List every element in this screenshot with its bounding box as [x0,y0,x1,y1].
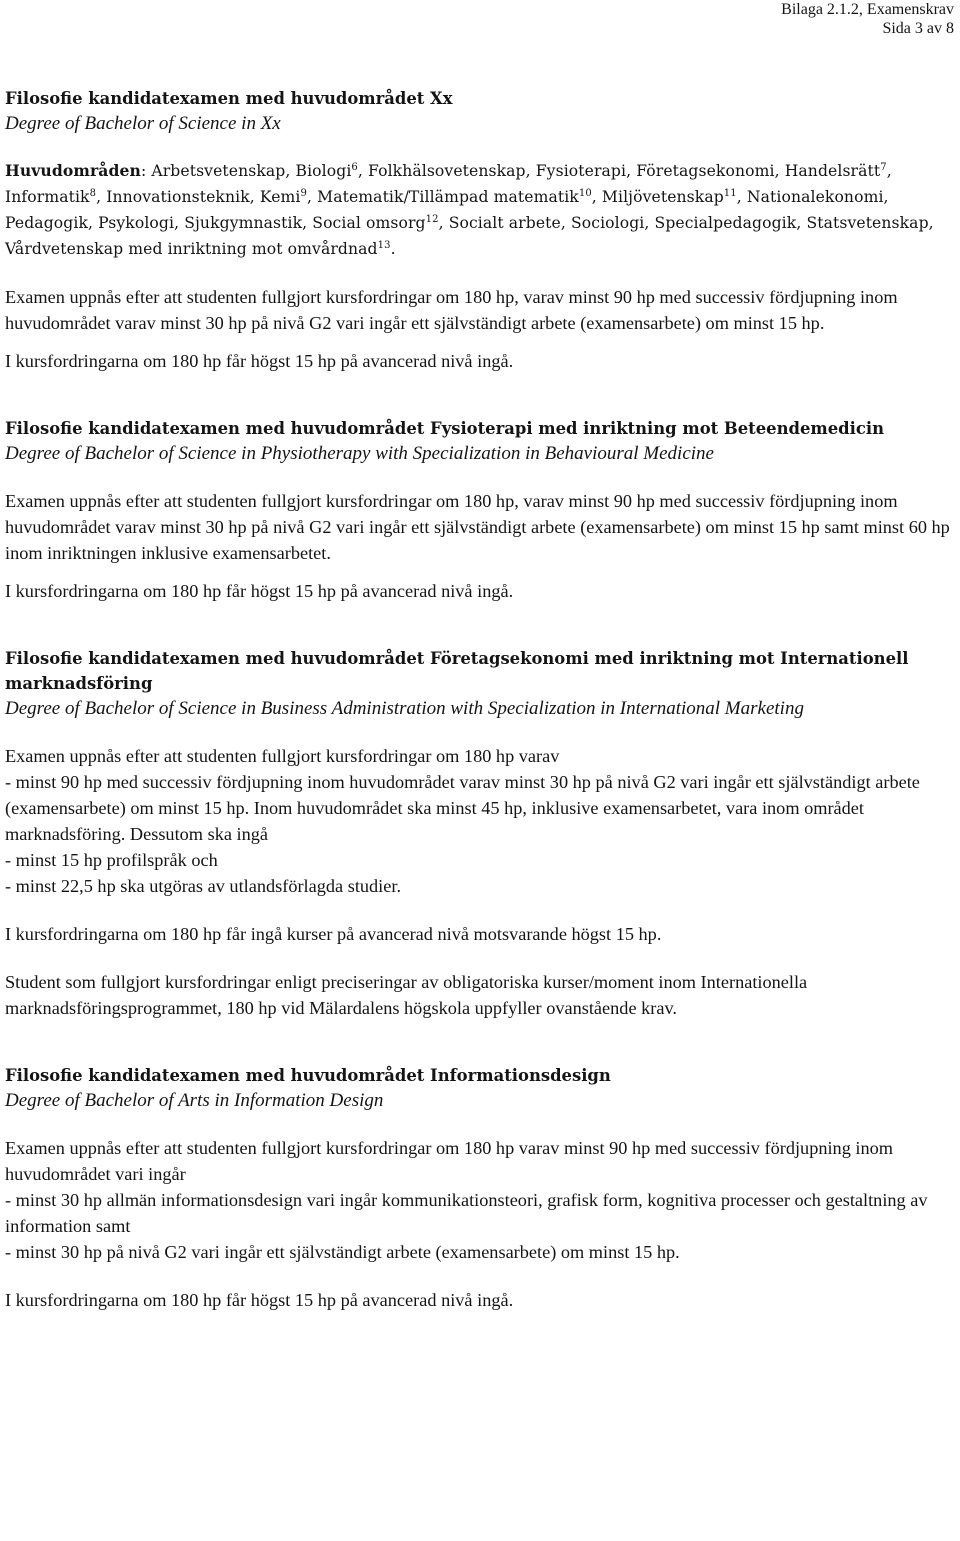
advanced-level-note: I kursfordringarna om 180 hp får högst 15 hp på avancerad nivå ingå. [5,351,514,371]
requirements-paragraph: Examen uppnås efter att studenten fullgjort kursfordringar om 180 hp, varav minst 90 hp med successiv fördjupning inom huvudområdet varav minst 30 hp på nivå G2 vari ingår ett självständigt arbete (examensarbete) om minst 15 hp samt minst 60 hp inom inriktningen inklusive examensarbetet. [5,491,950,563]
main-area-item: Folkhälsovetenskap [368,162,526,180]
main-area-item: Miljövetenskap [601,188,724,206]
footnote-marker: 13 [377,240,391,251]
main-area-item: Biologi [295,162,352,180]
main-area-item: Informatik [5,188,90,206]
main-area-item: Specialpedagogik [654,214,797,232]
footnote-marker: 7 [880,162,887,173]
advanced-level-note: I kursfordringarna om 180 hp får ingå kurser på avancerad nivå motsvarande högst 15 hp. [5,924,662,944]
requirements-paragraph: Examen uppnås efter att studenten fullgjort kursfordringar om 180 hp varav minst 90 hp med successiv fördjupning inom huvudområdet vari ingår - minst 30 hp allmän informationsdesign vari ingår kommunikationsteori, grafisk form, kognitiva processer och gestaltning av information samt - minst 30 hp på nivå G2 vari ingår ett självständigt arbete (examensarbete) om minst 15 hp. [5,1138,928,1262]
section-title: Filosofie kandidatexamen med huvudområdet Informationsdesign [5,1066,611,1085]
footnote-marker: 9 [300,188,307,199]
main-area-item: Vårdvetenskap med inriktning mot omvårdnad [5,240,378,258]
main-area-item: Statsvetenskap [806,214,929,232]
section-subtitle: Degree of Bachelor of Arts in Information Design [5,1090,384,1111]
footnote-marker: 6 [351,162,358,173]
main-area-item: Psykologi [98,214,175,232]
footnote-marker: 11 [723,188,737,199]
main-area-item: Kemi [259,188,301,206]
section-subtitle: Degree of Bachelor of Science in Physiotherapy with Specialization in Behavioural Medicine [5,443,714,464]
main-area-item: Nationalekonomi [746,188,884,206]
section-subtitle: Degree of Bachelor of Science in Business Administration with Specialization in International Marketing [5,698,804,719]
main-area-item: Pedagogik [5,214,88,232]
main-area-item: Företagsekonomi [636,162,775,180]
advanced-level-note: I kursfordringarna om 180 hp får högst 15 hp på avancerad nivå ingå. [5,581,514,601]
degree-section [5,86,955,374]
degree-section [5,1063,955,1313]
main-area-item: Sociologi [570,214,645,232]
degree-section [5,646,955,1021]
main-area-item: Innovationsteknik [106,188,250,206]
main-area-item: Fysioterapi [535,162,627,180]
section-title: Filosofie kandidatexamen med huvudområdet Fysioterapi med inriktning mot Beteendemedicin [5,419,884,438]
page-header [781,0,954,38]
requirements-paragraph: Examen uppnås efter att studenten fullgjort kursfordringar om 180 hp varav - minst 90 hp med successiv fördjupning inom huvudområdet varav minst 30 hp på nivå G2 vari ingår ett självständigt arbete (examensarbete) om minst 15 hp. Inom huvudområdet ska minst 45 hp, inklusive examensarbetet, vara inom området marknadsföring. Dessutom ska ingå - minst 15 hp profilspråk och - minst 22,5 hp ska utgöras av utlandsförlagda studier. [5,746,920,896]
main-area-item: Handelsrätt [784,162,881,180]
footnote-marker: 12 [425,214,439,225]
requirements-paragraph: Examen uppnås efter att studenten fullgjort kursfordringar om 180 hp, varav minst 90 hp med successiv fördjupning inom huvudområdet varav minst 30 hp på nivå G2 vari ingår ett självständigt arbete (examensarbete) om minst 15 hp. [5,287,898,333]
footnote-marker: 10 [578,188,592,199]
section-subtitle: Degree of Bachelor of Science in Xx [5,113,281,134]
page-number: Sida 3 av 8 [882,20,954,37]
section-title: Filosofie kandidatexamen med huvudområdet Xx [5,89,453,108]
main-area-item: Matematik/Tillämpad matematik [317,188,579,206]
main-area-item: Sjukgymnastik [184,214,303,232]
main-area-item: Social omsorg [312,214,426,232]
section-title: Filosofie kandidatexamen med huvudområdet Företagsekonomi med inriktning mot Internationell marknadsföring [5,649,909,693]
main-areas-label: Huvudområden [5,161,141,180]
document-body [5,86,955,1313]
advanced-level-note: I kursfordringarna om 180 hp får högst 15 hp på avancerad nivå ingå. [5,1290,514,1310]
degree-section [5,416,955,604]
appendix-label: Bilaga 2.1.2, Examenskrav [781,1,954,18]
footnote-marker: 8 [89,188,97,199]
main-area-item: Socialt arbete [448,214,561,232]
main-area-item: Arbetsvetenskap [151,162,286,180]
main-areas-list: Huvudområden: Arbetsvetenskap, Biologi$^6$, Folkhälsovetenskap, Fysioterapi, Företagsekonomi, Handelsrätt$^7$, Informatik$^8$, Innovationsteknik, Kemi$^9$, Matematik/Tillämpad matematik$^{10}$, Miljövetenskap$^{11}$, Nationalekonomi, Pedagogik, Psykologi, Sjukgymnastik, Social omsorg$^{12}$, Socialt arbete, Sociologi, Specialpedagogik, Statsvetenskap, Vårdvetenskap med inriktning mot omvårdnad$^{13}$. [5,161,934,258]
program-equivalence-note: Student som fullgjort kursfordringar enligt preciseringar av obligatoriska kurser/moment inom Internationella marknadsföringsprogrammet, 180 hp vid Mälardalens högskola uppfyller ovanstående krav. [5,972,808,1018]
